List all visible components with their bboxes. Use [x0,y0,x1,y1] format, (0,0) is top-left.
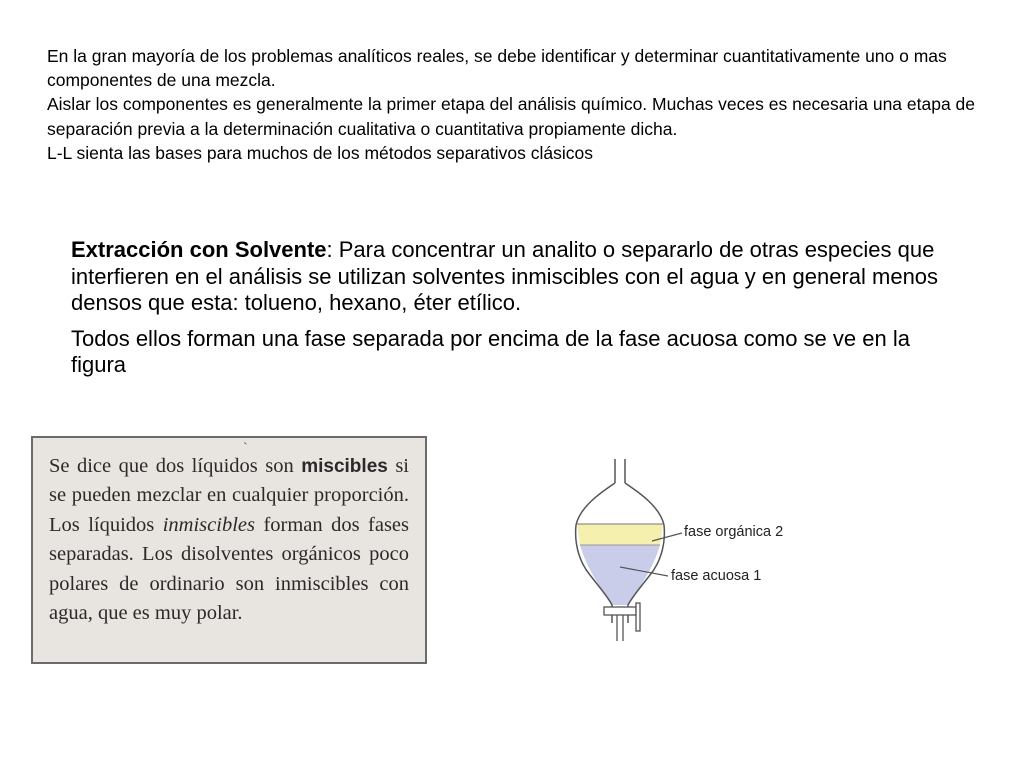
intro-paragraph-3: L-L sienta las bases para muchos de los métodos separativos clásicos [47,142,594,163]
excerpt-inmiscibles: inmiscibles [162,513,255,536]
excerpt-text-3: forman dos fases separadas. Los disolventes orgánicos poco polares de ordinario son inmiscibles con agua, que es muy polar. [49,513,409,625]
bullet-phases: Todos ellos forman una fase separada por encima de la fase acuosa como se ve en la figura [71,325,910,377]
separatory-funnel-icon [560,455,820,645]
organic-phase [577,524,663,545]
excerpt-text-1: Se dice que dos líquidos son [49,455,302,477]
stopcock-handle [636,603,640,631]
bullet-term: Extracción con Solvente [71,237,327,262]
aqueous-phase [580,545,660,605]
intro-paragraph-1: En la gran mayoría de los problemas analíticos reales, se debe identificar y determinar cuantitativamente uno o mas componentes de una mezcla. [47,46,947,91]
main-bullets [71,237,971,388]
separatory-funnel-figure [560,455,820,645]
bullet-1-text: : Para concentrar un analito o separarlo de otras especies que interfieren en el análisis se utilizan solventes inmiscibles con el agua y en general menos densos que esta: tolueno, hexano, éter etílico. [71,237,939,315]
intro-text [47,44,977,165]
scan-mark: ` [243,441,248,456]
stopcock [604,607,636,615]
textbook-excerpt [31,436,427,664]
excerpt-text-2: si se pueden mezclar en cualquier proporción. Los líquidos [49,455,409,536]
aqueous-phase-label: fase acuosa 1 [671,568,762,584]
excerpt-miscibles: miscibles [301,456,388,477]
bullet-extraction [71,237,971,317]
organic-phase-label: fase orgánica 2 [684,524,784,540]
intro-paragraph-2: Aislar los componentes es generalmente la primer etapa del análisis químico. Muchas veces es necesaria una etapa de separación previa a la determinación cualitativa o cuantitativa propiamente dicha. [47,94,976,139]
